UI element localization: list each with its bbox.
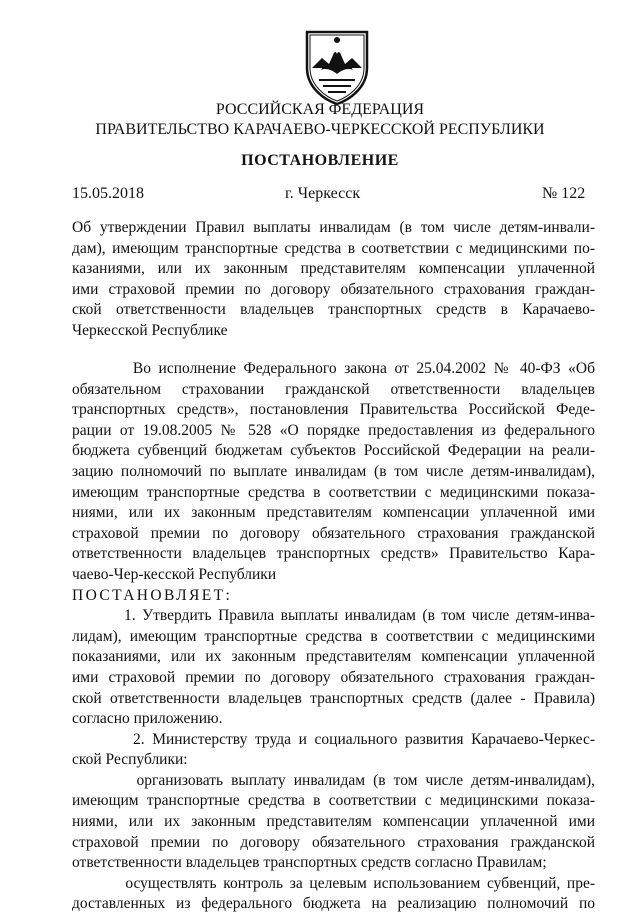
resolution-keyword: ПОСТАНОВЛЯЕТ:: [72, 586, 233, 604]
document-number: № 122: [542, 185, 586, 202]
subject-line: Черкесской Республике: [72, 321, 228, 339]
coat-of-arms-emblem: [303, 28, 371, 106]
subject-line: ской ответственности владельцев транспортных средств в Карачаево-: [72, 301, 595, 319]
body-line: обязательном страховании гражданской ответственности владельцев: [72, 380, 595, 398]
body-line: транспортных средств», постановления Правительства Российской Феде-: [72, 401, 595, 419]
document-type-title: ПОСТАНОВЛЕНИЕ: [241, 152, 399, 169]
body-line: 2. Министерству труда и социального развития Карачаево-Черкес-: [72, 730, 595, 748]
country-heading: РОССИЙСКАЯ ФЕДЕРАЦИЯ: [215, 101, 425, 118]
body-line: чаево-Чер-кесской Республики: [72, 565, 277, 583]
body-line: ниями, или их законным представителям компенсации уплаченной ими: [72, 813, 595, 831]
document-date: 15.05.2018: [72, 185, 144, 202]
body-line: доставленных из федерального бюджета на реализацию полномочий по: [72, 895, 595, 913]
body-line: ской ответственности владельцев транспортных средств (далее - Правила): [72, 689, 595, 707]
subject-line: дам), имеющим транспортные средства в соответствии с медицинскими по-: [72, 239, 595, 257]
body-line: осуществлять контроль за целевым использованием субвенций, пре-: [72, 874, 595, 892]
body-line: бюджета субвенций бюджетам субъектов Российской Федерации на реали-: [72, 442, 595, 460]
body-line: 1. Утвердить Правила выплаты инвалидам (в том числе детям-инва-: [72, 607, 595, 625]
body-line: рации от 19.08.2005 № 528 «О порядке предоставления из федерального: [72, 421, 595, 439]
body-line: зацию полномочий по выплате инвалидам (в том числе детям-инвалидам),: [72, 462, 595, 480]
body-line: ниями, или их законным представителям компенсации уплаченной ими: [72, 504, 595, 522]
subject-line: казаниями, или их законным представителям компенсации уплаченной: [72, 260, 595, 278]
body-line: ской Республики:: [72, 751, 188, 769]
body-line: имеющим транспортные средства в соответствии с медицинскими показа-: [72, 483, 595, 501]
body-line: страховой премии по договору обязательного страхования гражданской: [72, 833, 595, 851]
subject-line: Об утверждении Правил выплаты инвалидам (в том числе детям-инвали-: [72, 219, 595, 236]
subject-line: ими страховой премии по договору обязательного страхования граждан-: [72, 280, 595, 298]
document-body: [72, 359, 595, 915]
body-line: имеющим транспортные средства в соответствии с медицинскими показа-: [72, 792, 595, 810]
body-line: организовать выплату инвалидам (в том числе детям-инвалидам),: [72, 771, 595, 789]
body-line: страховой премии по договору обязательного страхования гражданской: [72, 524, 595, 542]
body-line: ответственности владельцев транспортных средств согласно Правилам;: [72, 854, 547, 872]
body-line: лидам), имеющим транспортные средства в соответствии с медицинскими: [72, 627, 595, 645]
document-subject: [72, 218, 595, 342]
document-city: г. Черкесск: [285, 185, 361, 202]
body-line: Во исполнение Федерального закона от 25.04.2002 № 40-ФЗ «Об: [72, 360, 595, 377]
government-heading: ПРАВИТЕЛЬСТВО КАРАЧАЕВО-ЧЕРКЕССКОЙ РЕСПУБЛИКИ: [95, 121, 545, 138]
body-line: ими страховой премии по договору обязательного страхования граждан-: [72, 668, 595, 686]
body-line: ответственности владельцев транспортных средств» Правительство Кара-: [72, 545, 595, 563]
body-line: показаниями, или их законным представителям компенсации уплаченной: [72, 648, 595, 666]
body-line: согласно приложению.: [72, 710, 223, 728]
